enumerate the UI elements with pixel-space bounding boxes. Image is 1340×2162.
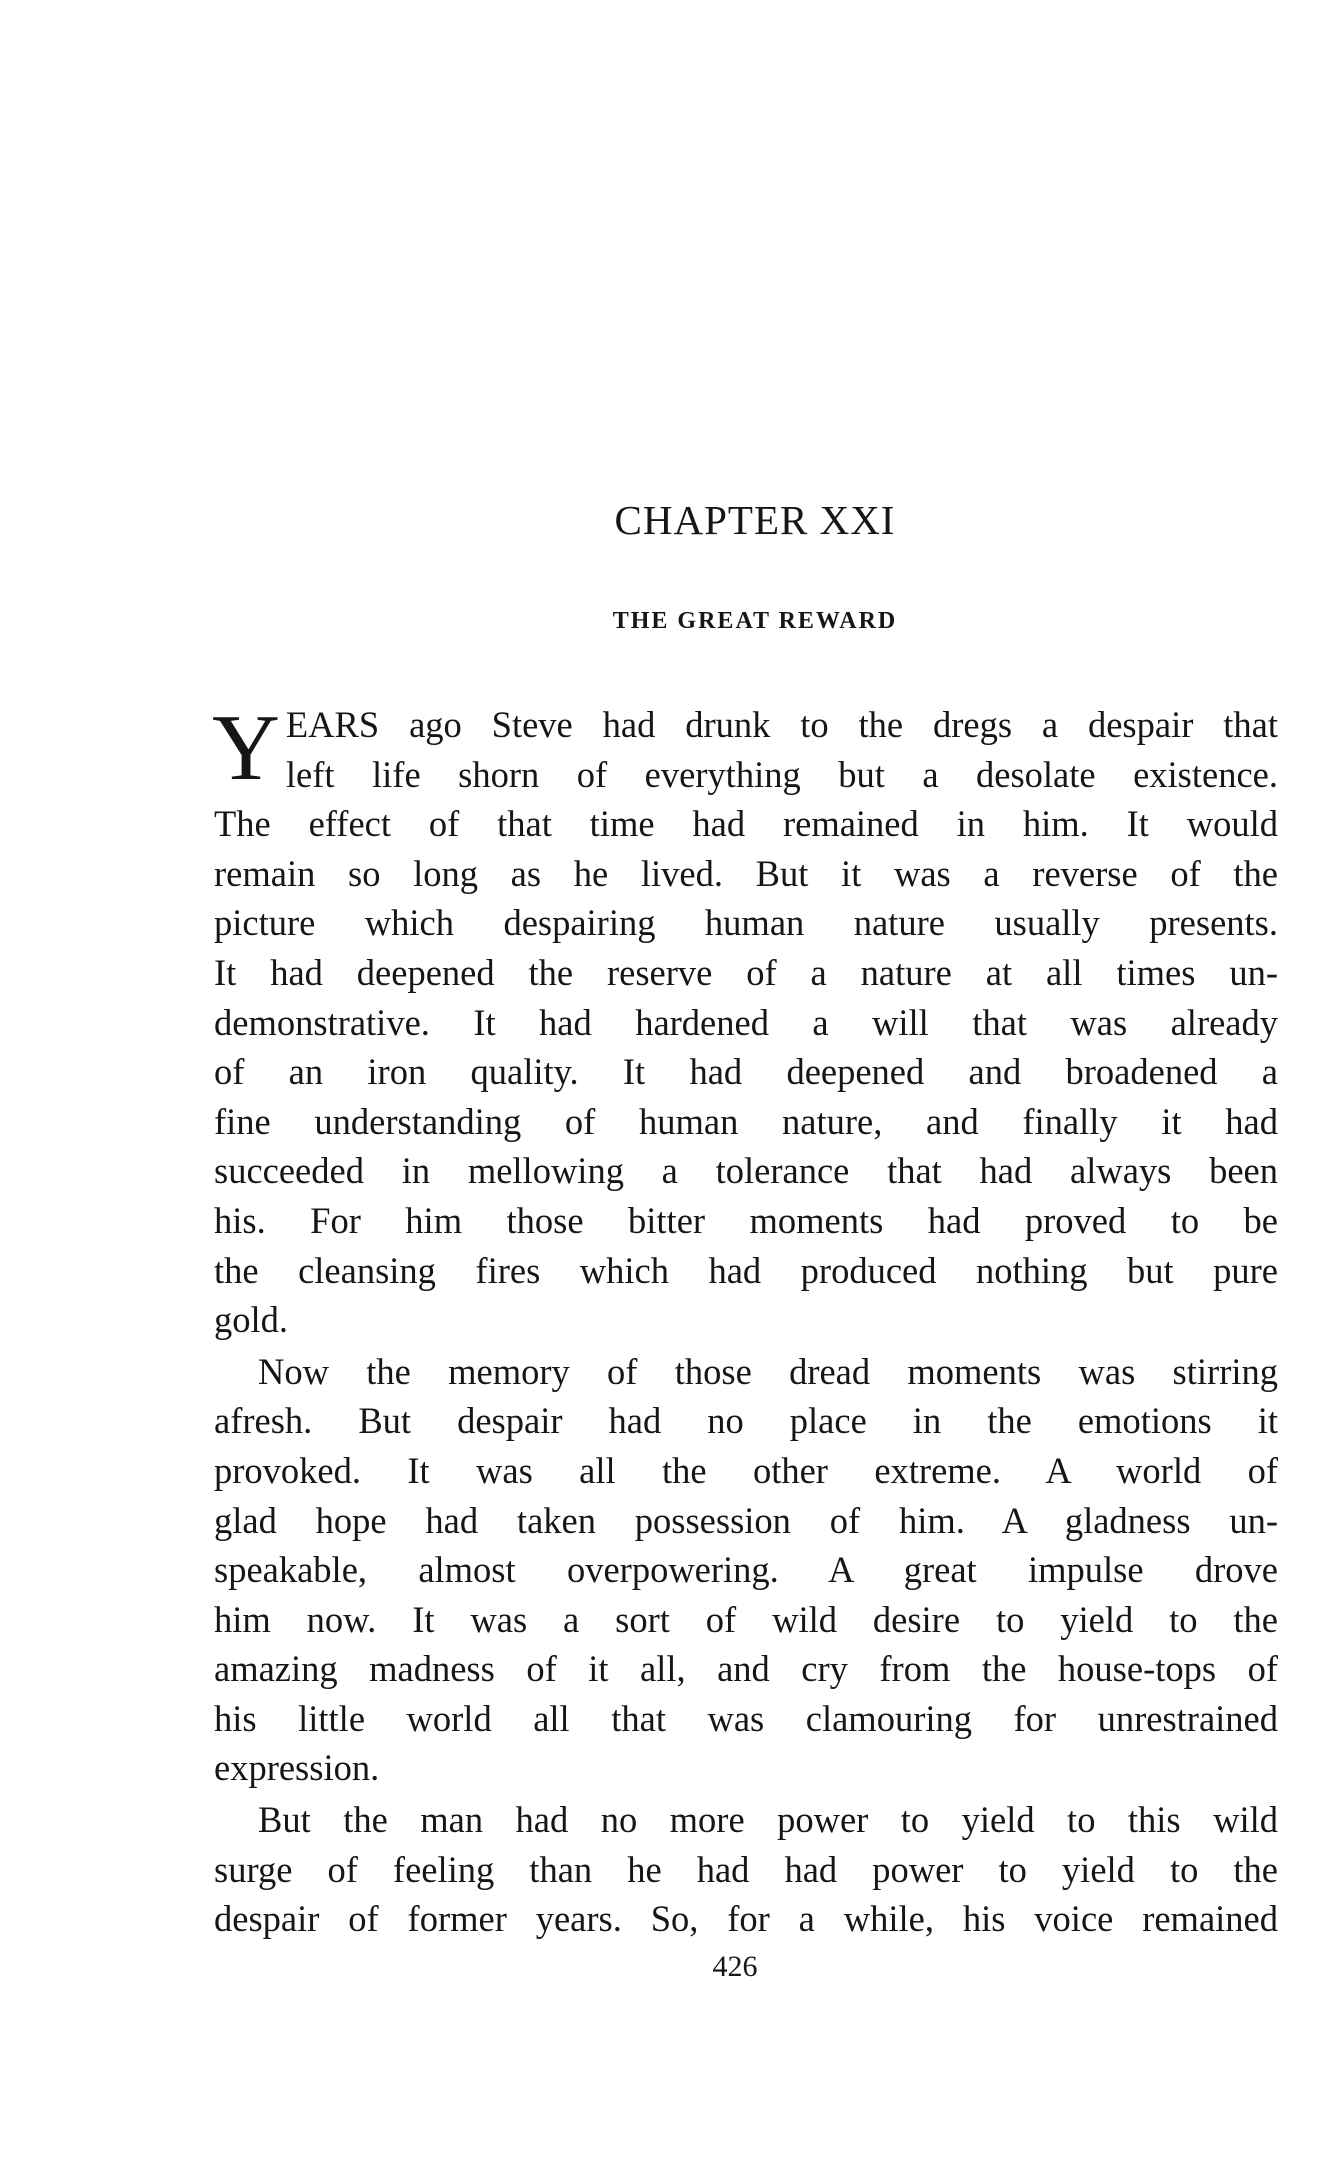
paragraph-1 — [212, 696, 1278, 1345]
text-line: The effect of that time had remained in him. It would — [214, 803, 1278, 845]
text-line: amazing madness of it all, and cry from the house-tops of — [214, 1648, 1278, 1690]
text-line: succeeded in mellowing a tolerance that had always been — [214, 1150, 1278, 1192]
chapter-heading: CHAPTER XXI — [614, 497, 896, 543]
text-line: gold. — [214, 1299, 289, 1341]
text-line: But the man had no more power to yield to this wild — [258, 1799, 1278, 1841]
body-text — [212, 696, 1278, 1944]
text-line: It had deepened the reserve of a nature at all times un- — [214, 951, 1278, 993]
text-line: Now the memory of those dread moments was stirring — [258, 1350, 1278, 1392]
text-line: despair of former years. So, for a while, his voice remained — [214, 1898, 1278, 1940]
text-line: the cleansing fires which had produced nothing but pure — [214, 1249, 1278, 1291]
text-line: expression. — [214, 1747, 380, 1789]
text-line: surge of feeling than he had had power to yield to the — [214, 1848, 1278, 1890]
first-word-rest: EARS — [285, 704, 380, 745]
text-line: provoked. It was all the other extreme. A world of — [214, 1449, 1278, 1491]
text-line — [214, 700, 1278, 750]
text-line: speakable, almost overpowering. A great impulse drove — [214, 1549, 1278, 1591]
text-line: fine understanding of human nature, and finally it had — [214, 1100, 1278, 1142]
drop-cap: Y — [212, 696, 280, 800]
paragraph-3 — [214, 1795, 1278, 1944]
page-number: 426 — [712, 1950, 758, 1983]
paragraph-2 — [214, 1347, 1278, 1793]
text-line: him now. It was a sort of wild desire to yield to the — [214, 1598, 1278, 1640]
text-line: of an iron quality. It had deepened and broadened a — [214, 1051, 1278, 1093]
chapter-subtitle: THE GREAT REWARD — [612, 608, 898, 634]
text-line: afresh. But despair had no place in the emotions it — [214, 1400, 1278, 1442]
text-line: his. For him those bitter moments had proved to be — [214, 1199, 1278, 1241]
text-line: remain so long as he lived. But it was a reverse of the — [214, 852, 1278, 894]
text-line: picture which despairing human nature usually presents. — [214, 902, 1278, 944]
text-line: glad hope had taken possession of him. A gladness un- — [214, 1499, 1278, 1541]
text-line: his little world all that was clamouring for unrestrained — [214, 1697, 1278, 1739]
text-line-content: ago Steve had drunk to the dregs a despair that — [379, 704, 1278, 745]
text-line: left life shorn of everything but a desolate existence. — [285, 753, 1278, 795]
text-line: demonstrative. It had hardened a will that was already — [214, 1001, 1278, 1043]
